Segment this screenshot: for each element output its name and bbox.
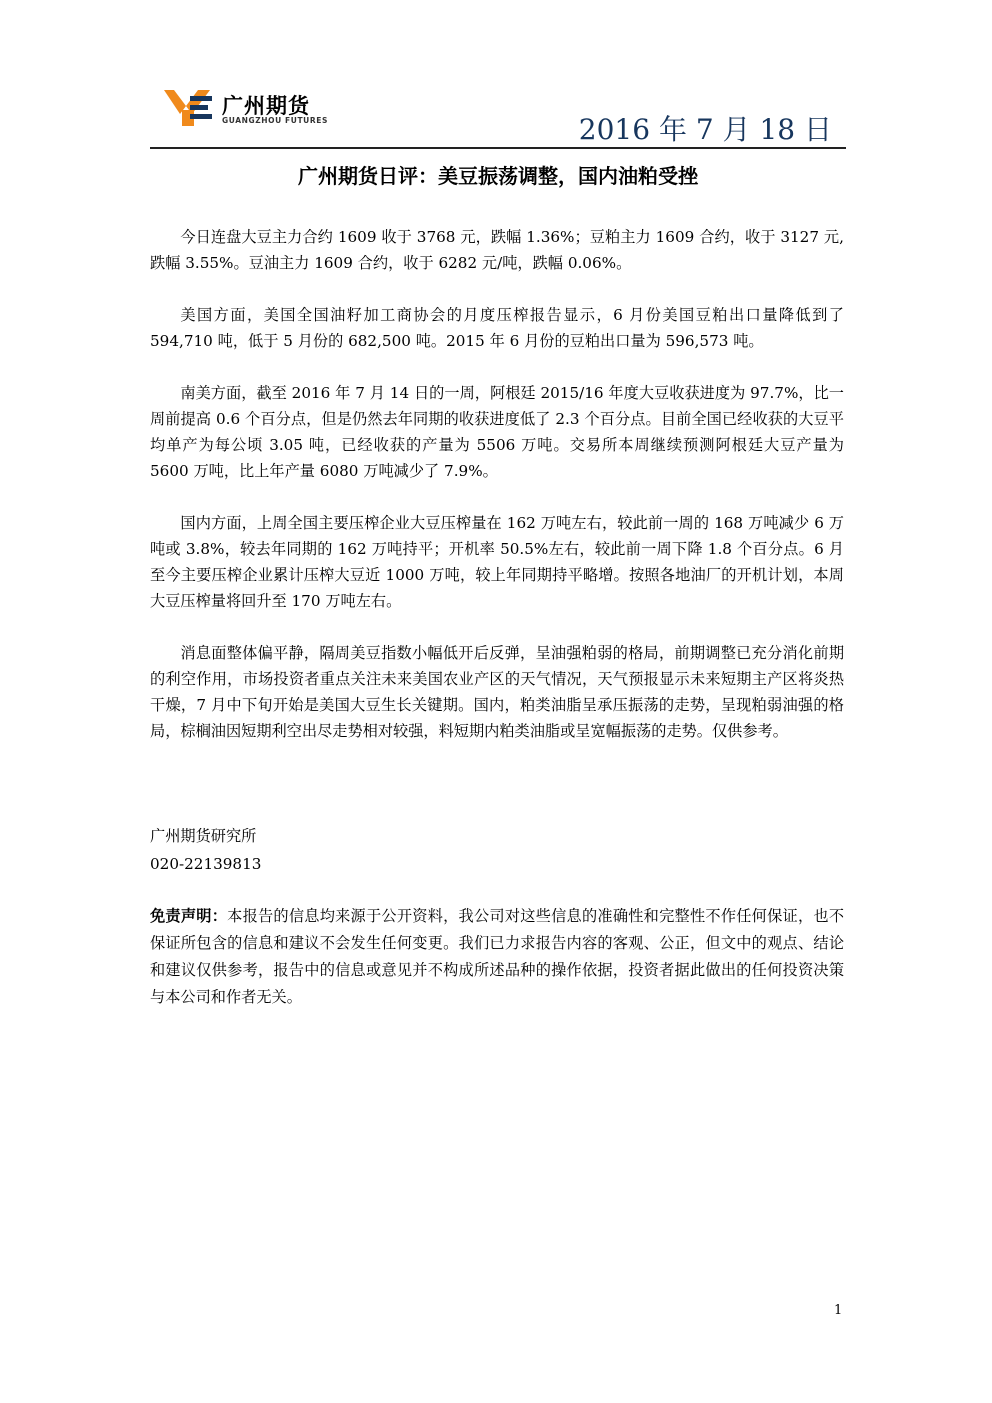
page-header (150, 84, 846, 146)
disclaimer-label: 免责声明： (150, 907, 228, 925)
disclaimer (150, 903, 844, 1011)
paragraph-domestic: 国内方面，上周全国主要压榨企业大豆压榨量在 162 万吨左右，较此前一周的 168 万吨减少 6 万吨或 3.8%，较去年同期的 162 万吨持平；开机率 50.5%左右，较此前一周下降 1.8 个百分点。6 月至今主要压榨企业累计压榨大豆近 1000 万吨，较上年同期持平略增。按照各地油厂的开机计划，本周大豆压榨量将回升至 170 万吨左右。 (150, 514, 844, 610)
company-logo (164, 88, 344, 128)
page-number: 1 (834, 1303, 843, 1318)
header-divider (150, 147, 846, 149)
research-institute: 广州期货研究所 (150, 827, 257, 845)
logo-english-name: GUANGZHOU FUTURES (222, 116, 328, 125)
phone-number: 020-22139813 (150, 855, 262, 873)
logo-chinese-name: 广州期货 (222, 94, 310, 118)
paragraph-outlook: 消息面整体偏平静，隔周美豆指数小幅低开后反弹，呈油强粕弱的格局，前期调整已充分消化前期的利空作用，市场投资者重点关注未来美国农业产区的天气情况，天气预报显示未来短期主产区将炎热干燥，7 月中下旬开始是美国大豆生长关键期。国内，粕类油脂呈承压振荡的走势，呈现粕弱油强的格局，棕榈油因短期利空出尽走势相对较强，料短期内粕类油脂或呈宽幅振荡的走势。仅供参考。 (150, 644, 844, 740)
report-body (150, 224, 844, 770)
paragraph-us: 美国方面，美国全国油籽加工商协会的月度压榨报告显示，6 月份美国豆粕出口量降低到了 594,710 吨，低于 5 月份的 682,500 吨。2015 年 6 月份的豆粕出口量为 596,573 吨。 (150, 306, 844, 350)
logo-mark-icon (164, 88, 212, 128)
report-date: 2016 年 7 月 18 日 (578, 113, 832, 146)
paragraph-market-close: 今日连盘大豆主力合约 1609 收于 3768 元，跌幅 1.36%；豆粕主力 1609 合约，收于 3127 元, 跌幅 3.55%。豆油主力 1609 合约，收于 6282 元/吨，跌幅 0.06%。 (150, 228, 844, 272)
report-title: 广州期货日评：美豆振荡调整，国内油粕受挫 (298, 164, 698, 188)
disclaimer-text: 本报告的信息均来源于公开资料，我公司对这些信息的准确性和完整性不作任何保证，也不保证所包含的信息和建议不会发生任何变更。我们已力求报告内容的客观、公正，但文中的观点、结论和建议仅供参考，报告中的信息或意见并不构成所述品种的操作依据，投资者据此做出的任何投资决策与本公司和作者无关。 (150, 907, 845, 1006)
contact-block (150, 822, 261, 878)
paragraph-south-america: 南美方面，截至 2016 年 7 月 14 日的一周，阿根廷 2015/16 年度大豆收获进度为 97.7%，比一周前提高 0.6 个百分点，但是仍然去年同期的收获进度低了 2.3 个百分点。目前全国已经收获的大豆平均单产为每公顷 3.05 吨，已经收获的产量为 5506 万吨。交易所本周继续预测阿根廷大豆产量为 5600 万吨，比上年产量 6080 万吨减少了 7.9%。 (150, 384, 844, 480)
